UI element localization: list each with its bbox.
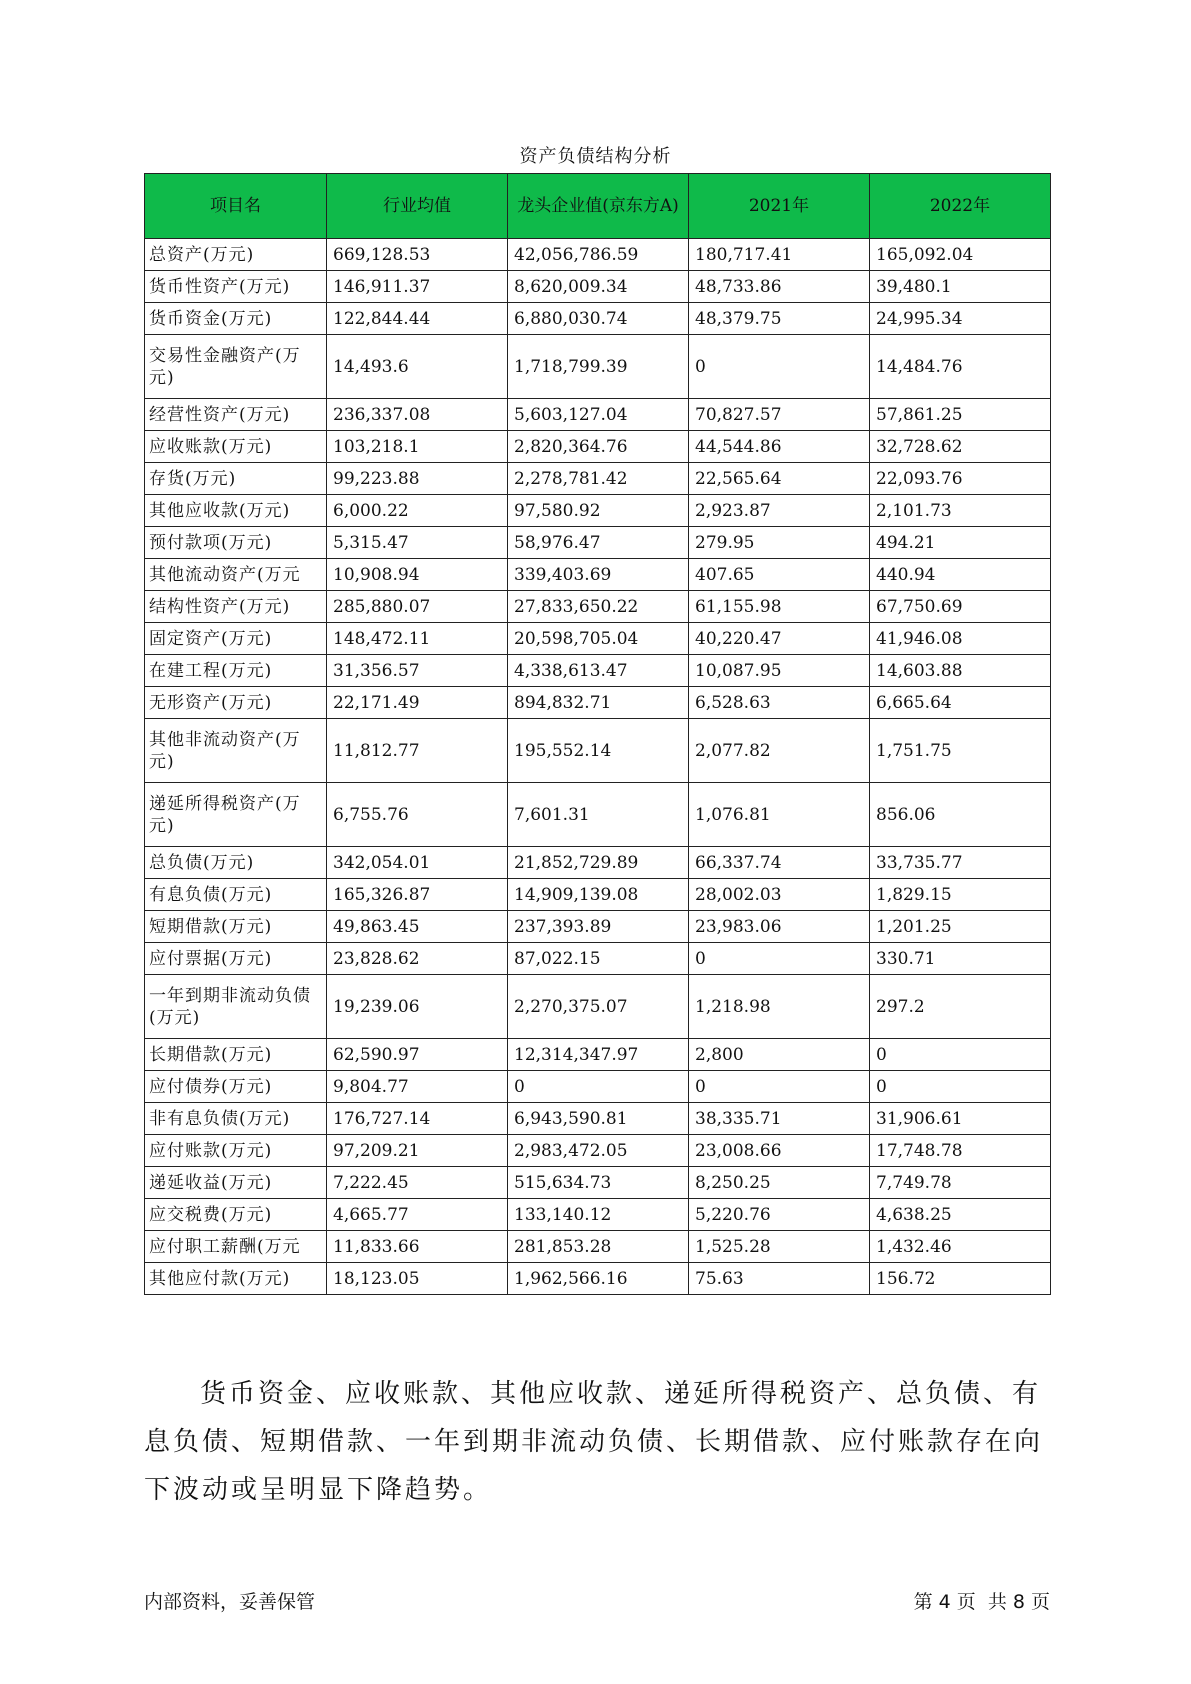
cell-2021: 0 xyxy=(689,1071,870,1103)
cell-leader-value: 97,580.92 xyxy=(508,495,689,527)
cell-2022: 67,750.69 xyxy=(870,591,1051,623)
cell-industry-average: 148,472.11 xyxy=(327,623,508,655)
cell-industry-average: 165,326.87 xyxy=(327,879,508,911)
table-row xyxy=(145,463,1051,495)
cell-item-name: 其他非流动资产(万元) xyxy=(145,719,327,783)
header-year-2021: 2021年 xyxy=(689,174,870,239)
cell-leader-value: 0 xyxy=(508,1071,689,1103)
cell-item-name: 递延所得税资产(万元) xyxy=(145,783,327,847)
cell-industry-average: 5,315.47 xyxy=(327,527,508,559)
cell-2021: 75.63 xyxy=(689,1263,870,1295)
cell-item-name: 应付账款(万元) xyxy=(145,1135,327,1167)
cell-2022: 165,092.04 xyxy=(870,239,1051,271)
table-body xyxy=(145,239,1051,1295)
table-row xyxy=(145,431,1051,463)
cell-item-name: 存货(万元) xyxy=(145,463,327,495)
table-caption: 资产负债结构分析 xyxy=(519,146,672,167)
cell-industry-average: 236,337.08 xyxy=(327,399,508,431)
cell-industry-average: 6,755.76 xyxy=(327,783,508,847)
cell-2021: 23,983.06 xyxy=(689,911,870,943)
cell-industry-average: 18,123.05 xyxy=(327,1263,508,1295)
table-row xyxy=(145,975,1051,1039)
cell-2022: 0 xyxy=(870,1071,1051,1103)
footer-confidential-note: 内部资料，妥善保管 xyxy=(144,1591,316,1613)
cell-item-name: 其他流动资产(万元 xyxy=(145,559,327,591)
cell-leader-value: 894,832.71 xyxy=(508,687,689,719)
cell-item-name: 应交税费(万元) xyxy=(145,1199,327,1231)
cell-2022: 41,946.08 xyxy=(870,623,1051,655)
cell-item-name: 有息负债(万元) xyxy=(145,879,327,911)
cell-industry-average: 11,833.66 xyxy=(327,1231,508,1263)
cell-item-name: 递延收益(万元) xyxy=(145,1167,327,1199)
cell-industry-average: 7,222.45 xyxy=(327,1167,508,1199)
cell-leader-value: 7,601.31 xyxy=(508,783,689,847)
cell-leader-value: 195,552.14 xyxy=(508,719,689,783)
cell-2022: 156.72 xyxy=(870,1263,1051,1295)
cell-2022: 22,093.76 xyxy=(870,463,1051,495)
cell-item-name: 交易性金融资产(万元) xyxy=(145,335,327,399)
cell-industry-average: 19,239.06 xyxy=(327,975,508,1039)
cell-industry-average: 62,590.97 xyxy=(327,1039,508,1071)
table-row xyxy=(145,1039,1051,1071)
table-row xyxy=(145,879,1051,911)
table-row xyxy=(145,783,1051,847)
cell-2022: 1,829.15 xyxy=(870,879,1051,911)
cell-item-name: 经营性资产(万元) xyxy=(145,399,327,431)
cell-2021: 10,087.95 xyxy=(689,655,870,687)
header-leader-value: 龙头企业值(京东方A) xyxy=(508,174,689,239)
cell-item-name: 应付债券(万元) xyxy=(145,1071,327,1103)
cell-2021: 40,220.47 xyxy=(689,623,870,655)
cell-2022: 7,749.78 xyxy=(870,1167,1051,1199)
table-row xyxy=(145,1071,1051,1103)
cell-2022: 24,995.34 xyxy=(870,303,1051,335)
cell-leader-value: 8,620,009.34 xyxy=(508,271,689,303)
cell-2022: 0 xyxy=(870,1039,1051,1071)
table-row xyxy=(145,495,1051,527)
table-row xyxy=(145,559,1051,591)
cell-2022: 1,751.75 xyxy=(870,719,1051,783)
cell-2022: 14,484.76 xyxy=(870,335,1051,399)
cell-2021: 44,544.86 xyxy=(689,431,870,463)
cell-industry-average: 342,054.01 xyxy=(327,847,508,879)
header-industry-average: 行业均值 xyxy=(327,174,508,239)
cell-industry-average: 31,356.57 xyxy=(327,655,508,687)
table-row xyxy=(145,623,1051,655)
cell-industry-average: 669,128.53 xyxy=(327,239,508,271)
cell-item-name: 长期借款(万元) xyxy=(145,1039,327,1071)
cell-2022: 1,432.46 xyxy=(870,1231,1051,1263)
cell-item-name: 应付票据(万元) xyxy=(145,943,327,975)
cell-leader-value: 20,598,705.04 xyxy=(508,623,689,655)
cell-leader-value: 133,140.12 xyxy=(508,1199,689,1231)
cell-2021: 70,827.57 xyxy=(689,399,870,431)
cell-2021: 1,218.98 xyxy=(689,975,870,1039)
header-year-2022: 2022年 xyxy=(870,174,1051,239)
table-row xyxy=(145,687,1051,719)
analysis-paragraph: 货币资金、应收账款、其他应收款、递延所得税资产、总负债、有息负债、短期借款、一年到期非流动负债、长期借款、应付账款存在向下波动或呈明显下降趋势。 xyxy=(144,1379,1044,1505)
cell-leader-value: 237,393.89 xyxy=(508,911,689,943)
cell-2021: 48,379.75 xyxy=(689,303,870,335)
table-row xyxy=(145,1231,1051,1263)
cell-2021: 1,525.28 xyxy=(689,1231,870,1263)
cell-item-name: 无形资产(万元) xyxy=(145,687,327,719)
cell-leader-value: 2,270,375.07 xyxy=(508,975,689,1039)
cell-industry-average: 10,908.94 xyxy=(327,559,508,591)
cell-leader-value: 42,056,786.59 xyxy=(508,239,689,271)
cell-leader-value: 1,962,566.16 xyxy=(508,1263,689,1295)
cell-item-name: 其他应收款(万元) xyxy=(145,495,327,527)
cell-2021: 0 xyxy=(689,335,870,399)
table-row xyxy=(145,911,1051,943)
cell-item-name: 预付款项(万元) xyxy=(145,527,327,559)
cell-leader-value: 339,403.69 xyxy=(508,559,689,591)
cell-item-name: 在建工程(万元) xyxy=(145,655,327,687)
cell-leader-value: 5,603,127.04 xyxy=(508,399,689,431)
table-row xyxy=(145,655,1051,687)
cell-2021: 5,220.76 xyxy=(689,1199,870,1231)
cell-2022: 4,638.25 xyxy=(870,1199,1051,1231)
cell-2022: 32,728.62 xyxy=(870,431,1051,463)
table-row xyxy=(145,943,1051,975)
cell-leader-value: 14,909,139.08 xyxy=(508,879,689,911)
cell-industry-average: 9,804.77 xyxy=(327,1071,508,1103)
cell-item-name: 非有息负债(万元) xyxy=(145,1103,327,1135)
table-row xyxy=(145,719,1051,783)
cell-2022: 57,861.25 xyxy=(870,399,1051,431)
cell-2021: 6,528.63 xyxy=(689,687,870,719)
cell-2021: 1,076.81 xyxy=(689,783,870,847)
cell-industry-average: 14,493.6 xyxy=(327,335,508,399)
table-row xyxy=(145,1103,1051,1135)
table-row xyxy=(145,335,1051,399)
cell-leader-value: 58,976.47 xyxy=(508,527,689,559)
cell-leader-value: 27,833,650.22 xyxy=(508,591,689,623)
cell-2022: 1,201.25 xyxy=(870,911,1051,943)
cell-industry-average: 49,863.45 xyxy=(327,911,508,943)
cell-industry-average: 6,000.22 xyxy=(327,495,508,527)
cell-2021: 0 xyxy=(689,943,870,975)
cell-2021: 8,250.25 xyxy=(689,1167,870,1199)
table-row xyxy=(145,399,1051,431)
header-item-name: 项目名 xyxy=(145,174,327,239)
cell-leader-value: 1,718,799.39 xyxy=(508,335,689,399)
table-row xyxy=(145,303,1051,335)
cell-item-name: 应收账款(万元) xyxy=(145,431,327,463)
cell-2022: 39,480.1 xyxy=(870,271,1051,303)
cell-leader-value: 87,022.15 xyxy=(508,943,689,975)
cell-leader-value: 6,880,030.74 xyxy=(508,303,689,335)
cell-2022: 330.71 xyxy=(870,943,1051,975)
cell-2022: 17,748.78 xyxy=(870,1135,1051,1167)
table-row xyxy=(145,239,1051,271)
cell-item-name: 一年到期非流动负债(万元) xyxy=(145,975,327,1039)
cell-leader-value: 2,820,364.76 xyxy=(508,431,689,463)
cell-leader-value: 21,852,729.89 xyxy=(508,847,689,879)
cell-industry-average: 99,223.88 xyxy=(327,463,508,495)
footer-page-number: 第 4 页 共 8 页 xyxy=(913,1591,1050,1613)
cell-2021: 279.95 xyxy=(689,527,870,559)
table-row xyxy=(145,847,1051,879)
cell-leader-value: 12,314,347.97 xyxy=(508,1039,689,1071)
cell-2021: 180,717.41 xyxy=(689,239,870,271)
cell-2021: 66,337.74 xyxy=(689,847,870,879)
table-row xyxy=(145,1135,1051,1167)
cell-item-name: 应付职工薪酬(万元 xyxy=(145,1231,327,1263)
table-row xyxy=(145,527,1051,559)
cell-2021: 28,002.03 xyxy=(689,879,870,911)
cell-2022: 2,101.73 xyxy=(870,495,1051,527)
cell-2021: 23,008.66 xyxy=(689,1135,870,1167)
cell-2022: 856.06 xyxy=(870,783,1051,847)
cell-leader-value: 4,338,613.47 xyxy=(508,655,689,687)
cell-item-name: 短期借款(万元) xyxy=(145,911,327,943)
cell-2022: 31,906.61 xyxy=(870,1103,1051,1135)
cell-2021: 61,155.98 xyxy=(689,591,870,623)
cell-industry-average: 11,812.77 xyxy=(327,719,508,783)
cell-industry-average: 4,665.77 xyxy=(327,1199,508,1231)
cell-leader-value: 2,278,781.42 xyxy=(508,463,689,495)
cell-2022: 14,603.88 xyxy=(870,655,1051,687)
table-row xyxy=(145,1167,1051,1199)
cell-2022: 494.21 xyxy=(870,527,1051,559)
cell-2021: 2,077.82 xyxy=(689,719,870,783)
table-header-row xyxy=(145,174,1051,239)
cell-2021: 2,923.87 xyxy=(689,495,870,527)
cell-2022: 33,735.77 xyxy=(870,847,1051,879)
table-row xyxy=(145,591,1051,623)
cell-industry-average: 103,218.1 xyxy=(327,431,508,463)
table-row xyxy=(145,1263,1051,1295)
cell-2022: 297.2 xyxy=(870,975,1051,1039)
cell-2021: 2,800 xyxy=(689,1039,870,1071)
cell-industry-average: 22,171.49 xyxy=(327,687,508,719)
cell-item-name: 总负债(万元) xyxy=(145,847,327,879)
cell-2022: 6,665.64 xyxy=(870,687,1051,719)
cell-industry-average: 23,828.62 xyxy=(327,943,508,975)
cell-industry-average: 146,911.37 xyxy=(327,271,508,303)
cell-2021: 22,565.64 xyxy=(689,463,870,495)
table-row xyxy=(145,271,1051,303)
cell-item-name: 货币资金(万元) xyxy=(145,303,327,335)
cell-industry-average: 285,880.07 xyxy=(327,591,508,623)
cell-item-name: 固定资产(万元) xyxy=(145,623,327,655)
cell-industry-average: 176,727.14 xyxy=(327,1103,508,1135)
cell-2021: 407.65 xyxy=(689,559,870,591)
cell-item-name: 结构性资产(万元) xyxy=(145,591,327,623)
table-row xyxy=(145,1199,1051,1231)
cell-leader-value: 6,943,590.81 xyxy=(508,1103,689,1135)
cell-2021: 38,335.71 xyxy=(689,1103,870,1135)
cell-industry-average: 97,209.21 xyxy=(327,1135,508,1167)
cell-2022: 440.94 xyxy=(870,559,1051,591)
cell-item-name: 其他应付款(万元) xyxy=(145,1263,327,1295)
cell-item-name: 总资产(万元) xyxy=(145,239,327,271)
balance-sheet-table xyxy=(144,173,1051,1295)
cell-leader-value: 2,983,472.05 xyxy=(508,1135,689,1167)
cell-item-name: 货币性资产(万元) xyxy=(145,271,327,303)
cell-2021: 48,733.86 xyxy=(689,271,870,303)
cell-industry-average: 122,844.44 xyxy=(327,303,508,335)
cell-leader-value: 515,634.73 xyxy=(508,1167,689,1199)
cell-leader-value: 281,853.28 xyxy=(508,1231,689,1263)
